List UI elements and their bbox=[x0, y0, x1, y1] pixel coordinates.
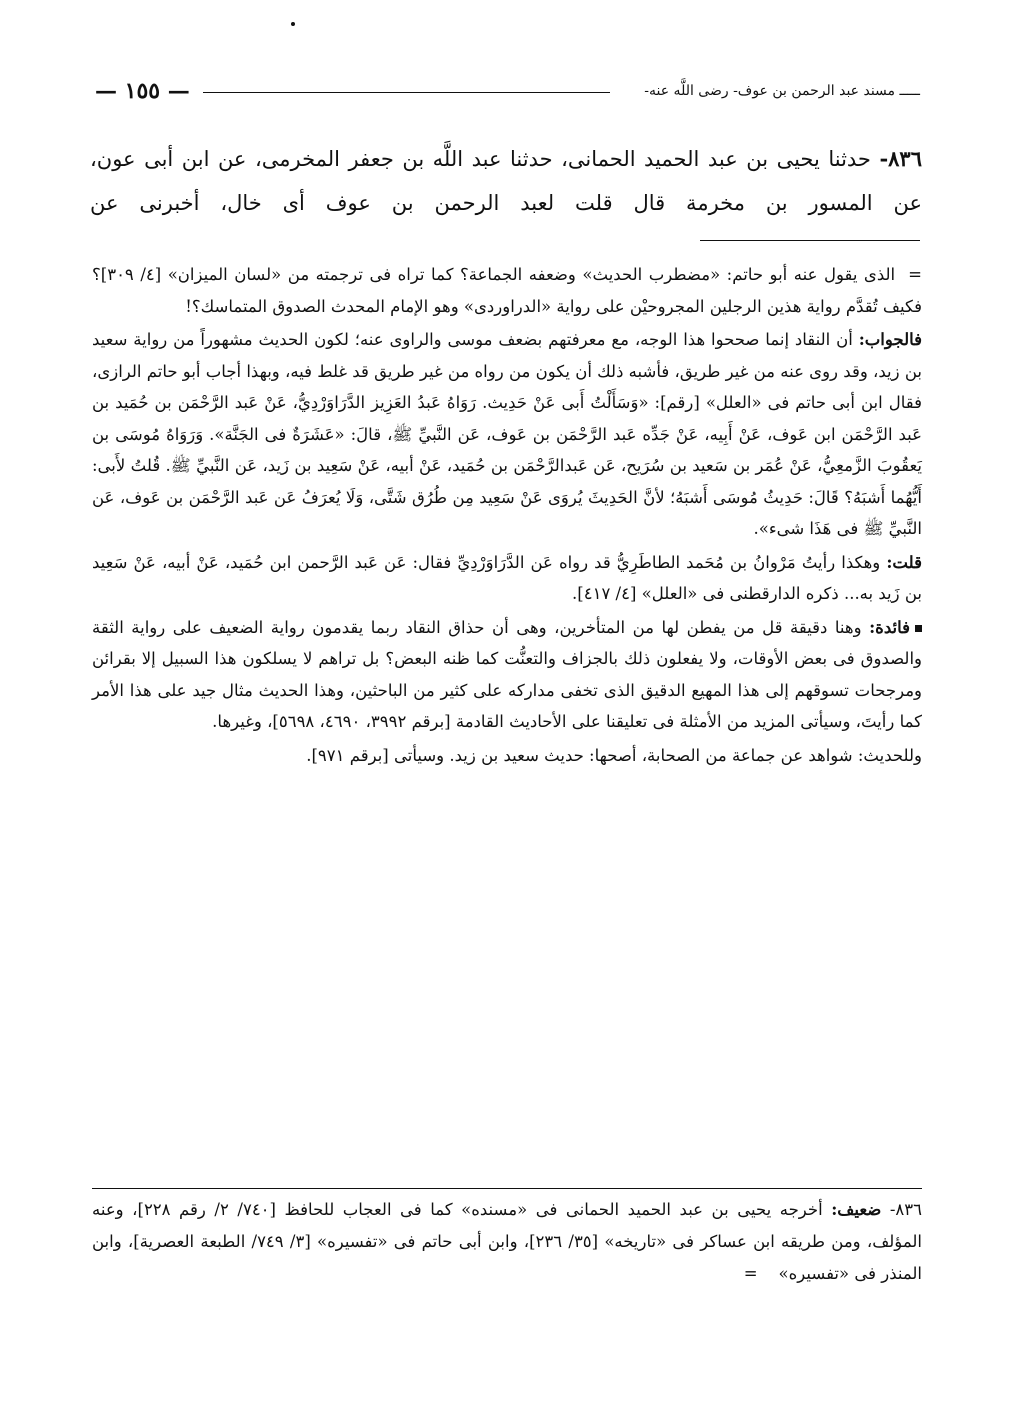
hadith-number: ٨٣٦- bbox=[879, 146, 922, 171]
takhrij-end-marker: = bbox=[743, 1264, 758, 1283]
main-text bbox=[90, 137, 922, 225]
note-text-1: الذى يقول عنه أبو حاتم: «مضطرب الحديث» وضعفه الجماعة؟ كما تراه فى ترجمته من «لسان الميزان» [٤/ ٣٠٩]؟ فكيف تُقدَّم رواية هذين الرجلين المجروحيْن على رواية «الدراوردى» وهو الإمام المحدث الصدوق المتماسك؟! bbox=[92, 265, 922, 316]
note-text-4: وهنا دقيقة قل من يفطن لها من المتأخرين، وهى أن حذاق النقاد ربما يقدمون رواية الضعيف على رواية الثقة والصدوق فى بعض الأوقات، ولا يفعلون ذلك بالجزاف والتعنُّت كما ظنه البعض؟ بل تراهم لا يسلكون هذا السبيل إلا بقرائن ومرجحات تسوقهم إلى هذا المهيع الدقيق الذى تخفى مداركه على كثير من الباحثين، وهذا الحديث مثال جيد على هذا الأمر كما رأيتَ، وسيأتى المزيد من الأمثلة فى تعليقنا على الأحاديث القادمة [برقم ٣٩٩٢، ٤٦٩٠، ٥٦٩٨]، وغيرها. bbox=[92, 617, 922, 731]
note-text-3: وهكذا رأيتُ مَرْوانُ بن مُحَمد الطاطَرِيُّ قد رواه عَن الدَّرَاوَرْدِيِّ فقال: عَن عَبد الرَّحمن ابن حُمَيد، عَنْ أبيه، عَنْ سَعِيد بن زَيد به... ذكره الدارقطنى فى «العلل» [٤/ ٤١٧]. bbox=[92, 552, 922, 603]
continuation-marker: = bbox=[908, 265, 922, 284]
note-paragraph-2 bbox=[92, 324, 922, 545]
header-rule bbox=[203, 92, 610, 93]
answer-label: فالجواب: bbox=[858, 330, 923, 349]
footnotes bbox=[92, 259, 922, 773]
takhrij-text: أخرجه يحيى بن عبد الحميد الحمانى فى «مسنده» كما فى العجاب للحافظ [٧٤٠/ ٢/ رقم ٢٢٨]، وعنه المؤلف، ومن طريقه ابن عساكر فى «تاريخه» [٣٥/ ٢٣٦]، وابن أبى حاتم فى «تفسيره» [٣/ ٧٤٩/ الطبعة العصرية]، وابن المنذر فى «تفسيره» bbox=[92, 1200, 922, 1283]
note-text-2: أن النقاد إنما صححوا هذا الوجه، مع معرفتهم بضعف موسى والراوى عنه؛ لكون الحديث مشهوراً من رواية سعيد بن زيد، وقد روى عنه من غير طريق، فأشبه ذلك أن يكون من رواه من غير طريق قد غلط فيه، وبهذا أجاب أبو حاتم الرازى، فقال ابن أبى حاتم فى «العلل» [رقم]: «وَسَأَلْتُ أَبى عَنْ حَدِيث. رَوَاهُ عَبدُ العَزِيز الدَّرَاوَرْدِيُّ، عَنْ عَبد الرَّحْمَن بن حُمَيد بن عَبد الرَّحْمَن ابن عَوف، عَنْ أَبِيه، عَنْ جَدِّه عَبد الرَّحْمَن بن عَوف، عَن النَّبيِّ ﷺ، قالَ: «عَشَرَةٌ فى الجَنَّة». وَرَوَاهُ مُوسَى بن يَعقُوبَ الزَّمعِيُّ، عَنْ عُمَر بن سَعيد بن سُرَيح، عَن عَبدالرَّحْمَن بن حُمَيد، عَنْ أبيه، عَنْ سَعِيد بن زَيد، عَن النَّبيِّ ﷺ. قُلتُ لأَبى: أَيُّهُما أَشبَهُ؟ قَالَ: حَدِيثُ مُوسَى أَشبَهُ؛ لأنَّ الحَدِيثَ يُروَى عَنْ سَعِيد مِن طُرُق شَتَّى، وَلَا يُعرَفُ عَن عَبد الرَّحْمَن بن عَوف، عَن النَّبيِّ ﷺ فى هَذَا شىء». bbox=[92, 330, 922, 538]
hadith-text: حدثنا يحيى بن عبد الحميد الحمانى، حدثنا عبد اللَّه بن جعفر المخرمى، عن ابن أبى عون، عن المسور بن مخرمة قال قلت لعبد الرحمن بن عوف أى خال، أخبرنى عن bbox=[90, 147, 922, 215]
page-header bbox=[95, 78, 920, 104]
takhrij-section bbox=[92, 1194, 922, 1290]
note-paragraph-3 bbox=[92, 547, 922, 610]
hadith-paragraph bbox=[90, 137, 922, 225]
takhrij-paragraph bbox=[92, 1194, 922, 1290]
note-text-5: وللحديث: شواهد عن جماعة من الصحابة، أصحها: حديث سعيد بن زيد. وسيأتى [برقم ٩٧١]. bbox=[306, 745, 922, 765]
stray-dot bbox=[291, 22, 295, 26]
note-paragraph-5 bbox=[92, 740, 922, 772]
page-number: — ١٥٥ — bbox=[95, 78, 190, 104]
note-paragraph-1 bbox=[92, 259, 922, 322]
running-title: ـــــ مسند عبد الرحمن بن عوف- رضى اللَّه عنه- bbox=[644, 83, 920, 99]
square-bullet-icon bbox=[915, 625, 922, 632]
faida-label: فائدة: bbox=[869, 617, 910, 637]
takhrij-number: ٨٣٦- bbox=[889, 1200, 923, 1219]
qultu-label: قلت: bbox=[886, 552, 922, 572]
footnote-separator bbox=[700, 240, 920, 241]
note-paragraph-4 bbox=[92, 612, 922, 738]
grade-label: ضعيف: bbox=[831, 1200, 882, 1219]
takhrij-rule bbox=[92, 1188, 922, 1189]
